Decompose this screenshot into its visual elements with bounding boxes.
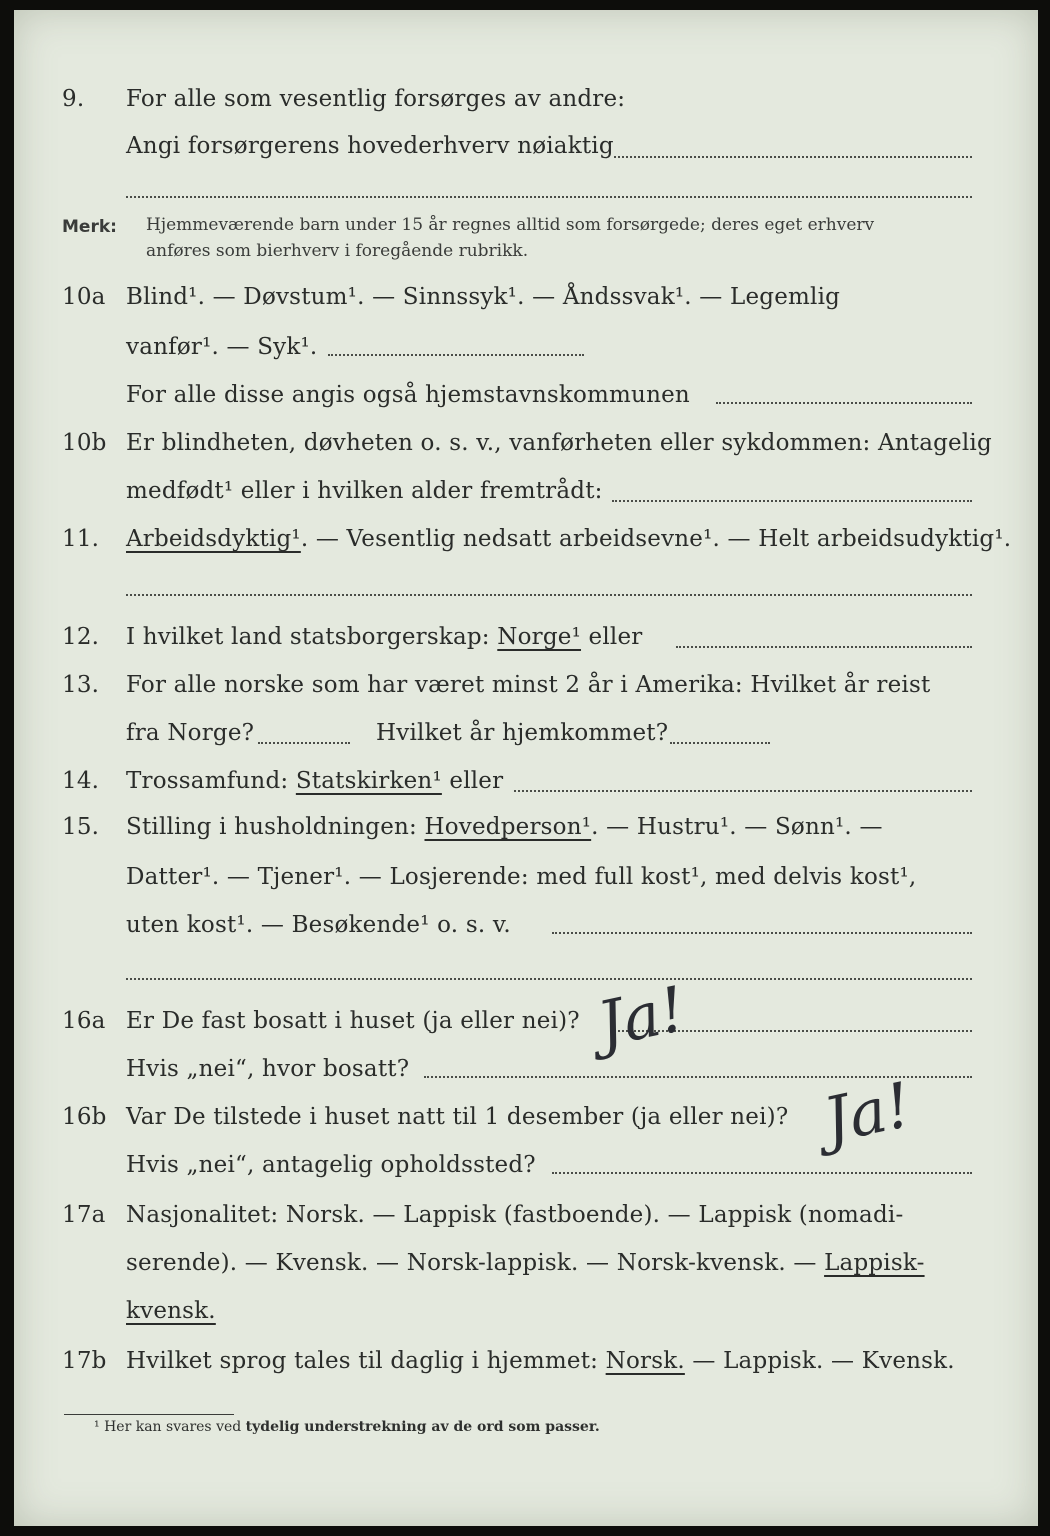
item-number: 9. [62,86,85,112]
item-10a-question: Blind¹. — Døvstum¹. — Sinnssyk¹. — Åndssvak¹. — Legemlig [126,284,841,310]
item-17a-answer-underlined[interactable]: Lappisk- [824,1250,925,1276]
footnote-divider [64,1414,234,1415]
item-12-label: I hvilket land statsborgerskap: [126,624,498,650]
item-14-answer-field[interactable] [514,790,972,792]
item-15-label: Stilling i husholdningen: [126,814,425,840]
item-12-answer-field[interactable] [676,646,972,648]
item-12-question [126,622,642,652]
item-17a-question-2 [126,1248,925,1278]
item-number: 17a [62,1202,106,1228]
item-17b-label: Hvilket sprog tales til daglig i hjemmet: [126,1348,606,1374]
item-10b-answer-field[interactable] [612,500,972,502]
item-10a-answer-field[interactable] [328,354,584,356]
item-10a-question-3: For alle disse angis også hjemstavnskommunen [126,382,690,408]
item-15-question [126,812,883,842]
item-10b-question: Er blindheten, døvheten o. s. v., vanførheten eller sykdommen: Antagelig [126,430,992,456]
item-14-rest: eller [441,768,504,794]
merk-text-2: anføres som bierhverv i foregående rubrikk. [146,241,529,261]
item-14-label: Trossamfund: [126,768,296,794]
item-13-question: For alle norske som har været minst 2 år i Amerika: Hvilket år reist [126,672,931,698]
census-form-page [14,10,1038,1526]
item-16a-question-2: Hvis „nei“, hvor bosatt? [126,1056,410,1082]
item-17a-answer-underlined-2[interactable]: kvensk. [126,1298,216,1324]
item-13-return-field[interactable] [670,742,770,744]
item-10a-question-2: vanfør¹. — Syk¹. [126,334,318,360]
item-10a-hometown-field[interactable] [716,402,972,404]
item-9-question: For alle som vesentlig forsørges av andre: [126,86,626,112]
item-16a-question: Er De fast bosatt i huset (ja eller nei)? [126,1008,580,1034]
item-9-answer-field[interactable] [614,156,972,158]
item-number: 16b [62,1104,107,1130]
item-17b-question [126,1346,955,1376]
item-12-answer-underlined[interactable]: Norge¹ [497,624,582,650]
item-9-question-2: Angi forsørgerens hovederhverv nøiaktig [126,133,614,159]
footnote-bold-text: tydelig understrekning av de ord som passer. [245,1419,600,1435]
item-number: 17b [62,1348,107,1374]
item-16b-whereabouts-field[interactable] [552,1172,972,1174]
item-number: 15. [62,814,100,840]
item-number: 10a [62,284,106,310]
item-number: 11. [62,526,100,552]
item-15-extra-line[interactable] [126,978,972,980]
item-17b-answer-underlined[interactable]: Norsk. [605,1348,685,1374]
item-14-question [126,766,503,796]
item-15-answer-underlined[interactable]: Hovedperson¹ [424,814,592,840]
item-10b-question-2: medfødt¹ eller i hvilken alder fremtrådt: [126,478,603,504]
item-13-question-2b: Hvilket år hjemkommet? [376,720,669,746]
item-9-extra-line[interactable] [126,196,972,198]
item-16b-handwritten-answer: Ja! [817,1067,918,1158]
item-11-question [126,524,1011,554]
item-number: 14. [62,768,100,794]
merk-text-1: Hjemmeværende barn under 15 år regnes alltid som forsørgede; deres eget erhverv [146,215,875,235]
item-13-departure-field[interactable] [258,742,350,744]
item-number: 12. [62,624,100,650]
item-number: 16a [62,1008,106,1034]
item-13-question-2a: fra Norge? [126,720,255,746]
item-12-rest: eller [581,624,643,650]
item-number: 13. [62,672,100,698]
item-16b-question-2: Hvis „nei“, antagelig opholdssted? [126,1152,536,1178]
item-15-rest: . — Hustru¹. — Sønn¹. — [591,814,883,840]
item-16b-question: Var De tilstede i huset natt til 1 desember (ja eller nei)? [126,1104,789,1130]
item-15-question-3: uten kost¹. — Besøkende¹ o. s. v. [126,912,511,938]
item-17a-options: serende). — Kvensk. — Norsk-lappisk. — Norsk-kvensk. — [126,1250,825,1276]
item-17a-question: Nasjonalitet: Norsk. — Lappisk (fastboende). — Lappisk (nomadi- [126,1202,904,1228]
item-15-answer-field[interactable] [552,932,972,934]
item-11-rest: . — Vesentlig nedsatt arbeidsevne¹. — Helt arbeidsudyktig¹. [300,526,1012,552]
item-11-extra-line[interactable] [126,594,972,596]
footnote-mark: ¹ [94,1419,100,1435]
footnote [94,1419,600,1435]
item-15-question-2: Datter¹. — Tjener¹. — Losjerende: med full kost¹, med delvis kost¹, [126,864,917,890]
footnote-text: Her kan svares ved [104,1419,246,1435]
item-17b-rest: — Lappisk. — Kvensk. [684,1348,955,1374]
item-14-answer-underlined[interactable]: Statskirken¹ [295,768,442,794]
item-number: 10b [62,430,107,456]
item-17a-question-3 [126,1296,216,1326]
item-11-answer-underlined[interactable]: Arbeidsdyktig¹ [126,526,301,552]
item-16a-handwritten-answer: Ja! [591,971,692,1062]
merk-label: Merk: [62,217,117,237]
